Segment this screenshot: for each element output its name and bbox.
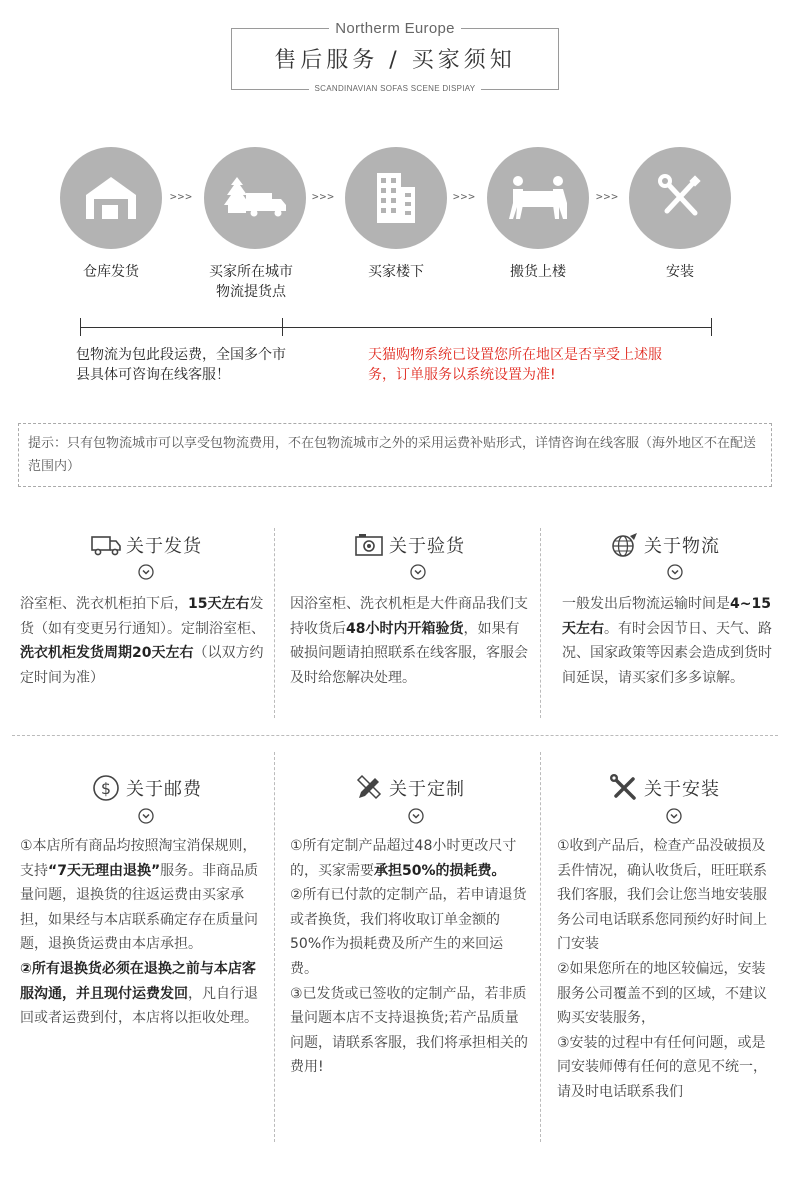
- step-warehouse: [60, 147, 162, 249]
- svg-text:$: $: [100, 779, 112, 798]
- section-header-postage: [20, 774, 272, 802]
- shipping-note: 包物流为包此段运费，全国多个市县具体可咨询在线客服！: [76, 347, 286, 383]
- movers-icon: [487, 147, 589, 249]
- body-text: ③安装的过程中有任何问题，或是同安装师傅有任何的意见不统一，请及时电话联系我们: [557, 1034, 767, 1100]
- section-paragraph: [557, 834, 779, 957]
- body-text: ②所有已付款的定制产品，若申请退货或者换货，我们将收取订单金额的50%作为损耗费及所产生的来回运费。: [290, 887, 527, 977]
- step-downstairs: [345, 147, 447, 249]
- section-title-postage: 关于邮费: [126, 779, 202, 800]
- chevron-down-icon: [667, 564, 683, 580]
- section-header-custom: [278, 774, 540, 802]
- step-install: [629, 147, 731, 249]
- section-paragraph: [290, 834, 530, 883]
- emphasis-text: 48小时内开箱验货: [346, 620, 464, 637]
- section-paragraph: [20, 592, 268, 690]
- chevron-down-icon: [138, 808, 154, 824]
- camera-icon: [353, 531, 385, 559]
- body-text: ①收到产品后，检查产品没破损及丢件情况，确认收货后，旺旺联系我们客服，我们会让您当地安装服务公司电话联系您同预约好时间上门安装: [557, 838, 767, 953]
- step-label-city-pickup: 买家所在城市 物流提货点: [209, 264, 293, 300]
- column-divider: [540, 528, 541, 718]
- emphasis-text: 洗衣机柜发货周期20天左右: [20, 645, 194, 662]
- section-header-logistics: [544, 531, 784, 559]
- section-paragraph: [20, 957, 260, 1031]
- section-header-shipping: [20, 531, 272, 559]
- section-header-installation: [544, 774, 784, 802]
- tools-icon: [629, 147, 731, 249]
- dollar-icon: [90, 774, 122, 802]
- section-title-installation: 关于安装: [644, 779, 720, 800]
- section-paragraph: [290, 982, 530, 1080]
- section-body-postage: [20, 834, 260, 1031]
- section-title-logistics: 关于物流: [644, 536, 720, 557]
- emphasis-text: 4~15天左右: [562, 596, 771, 637]
- step-carry-upstairs: [487, 147, 589, 249]
- section-body-logistics: [562, 592, 774, 690]
- emphasis-text: 承担50%的损耗费。: [374, 862, 506, 879]
- step-label-warehouse: 仓库发货: [83, 264, 139, 280]
- column-divider: [274, 528, 275, 718]
- body-text: ，如果有破损问题请拍照联系在线客服，客服会及时给您解决处理。: [290, 620, 528, 686]
- section-title-inspection: 关于验货: [389, 536, 465, 557]
- section-paragraph: [290, 883, 530, 981]
- section-body-shipping: [20, 592, 268, 690]
- section-title-custom: 关于定制: [389, 779, 465, 800]
- body-text: 。有时会因节日、天气、路况、国家政策等因素会造成到货时间延误，请买家们多多谅解。: [562, 620, 772, 686]
- section-body-installation: [557, 834, 779, 1105]
- column-divider: [274, 752, 275, 1142]
- page-subtitle: SCANDINAVIAN SOFAS SCENE DISPIAY: [309, 84, 482, 93]
- body-text: 服务。非商品质量问题，退换货的往返运费由买家承担，如果经与本店联系确定存在质量问题，退换货运费由本店承担。: [20, 862, 259, 953]
- step-label-carry-upstairs: 搬货上楼: [510, 264, 566, 280]
- pencil-ruler-icon: [353, 774, 385, 802]
- brand-label: Northerm Europe: [329, 20, 461, 37]
- wrench-screwdriver-icon: [608, 774, 640, 802]
- system-note: 天猫购物系统已设置您所在地区是否享受上述服务，订单服务以系统设置为准!: [368, 347, 662, 383]
- emphasis-text: “7天无理由退换”: [48, 862, 161, 879]
- chevron-down-icon: [408, 808, 424, 824]
- building-icon: [345, 147, 447, 249]
- delivery-truck-icon: [90, 531, 122, 559]
- globe-icon: [608, 531, 640, 559]
- step-label-install: 安装: [666, 264, 694, 280]
- section-paragraph: [290, 592, 530, 690]
- section-title-shipping: 关于发货: [126, 536, 202, 557]
- flow-arrow: >>>: [596, 190, 619, 203]
- tip-box: 提示：只有包物流城市可以享受包物流费用，不在包物流城市之外的采用运费补贴形式，详情咨询在线客服（海外地区不在配送范围内）: [18, 423, 772, 487]
- truck-icon: [204, 147, 306, 249]
- page-title: 售后服务 / 买家须知: [274, 48, 516, 73]
- chevron-down-icon: [138, 564, 154, 580]
- section-paragraph: [557, 1031, 779, 1105]
- section-paragraph: [557, 957, 779, 1031]
- header-frame: [231, 20, 559, 93]
- body-text: ①本店所有商品均按照淘宝消保规则，支持: [20, 838, 257, 879]
- section-body-custom: [290, 834, 530, 1080]
- body-text: 因浴室柜、洗衣机柜是大件商品我们支持收货后: [290, 596, 528, 637]
- body-text: 一般发出后物流运输时间是: [562, 596, 730, 612]
- chevron-down-icon: [410, 564, 426, 580]
- section-paragraph: [20, 834, 260, 957]
- step-city-pickup: [204, 147, 306, 249]
- emphasis-text: ②所有退换货必须在退换之前与本店客服沟通，并且现付运费发回: [20, 960, 256, 1002]
- body-text: ③已发货或已签收的定制产品，若非质量问题本店不支持退换货;若产品质量问题，请联系客服，我们将承担相关的费用!: [290, 985, 528, 1076]
- body-text: ，凡自行退回或者运费到付，本店将以拒收处理。: [20, 985, 258, 1027]
- warehouse-icon: [60, 147, 162, 249]
- section-header-inspection: [278, 531, 540, 559]
- body-text: 浴室柜、洗衣机柜拍下后，: [20, 596, 188, 612]
- section-paragraph: [562, 592, 774, 690]
- emphasis-text: 15天左右: [188, 596, 250, 612]
- step-label-downstairs: 买家楼下: [368, 264, 424, 280]
- timeline-tick: [282, 318, 283, 336]
- timeline-tick: [711, 318, 712, 336]
- chevron-down-icon: [666, 808, 682, 824]
- column-divider: [540, 752, 541, 1142]
- row-divider: [12, 735, 778, 736]
- flow-arrow: >>>: [453, 190, 476, 203]
- body-text: 发货（如有变更另行通知）。定制浴室柜、: [20, 596, 265, 637]
- body-text: （以双方约定时间为准）: [20, 645, 264, 686]
- timeline-line: [80, 327, 712, 328]
- flow-arrow: >>>: [170, 190, 193, 203]
- body-text: ①所有定制产品超过48小时更改尺寸的，买家需要: [290, 838, 517, 879]
- body-text: ②如果您所在的地区较偏远，安装服务公司覆盖不到的区域，不建议购买安装服务，: [557, 960, 767, 1027]
- section-body-inspection: [290, 592, 530, 690]
- timeline-tick: [80, 318, 81, 336]
- flow-arrow: >>>: [312, 190, 335, 203]
